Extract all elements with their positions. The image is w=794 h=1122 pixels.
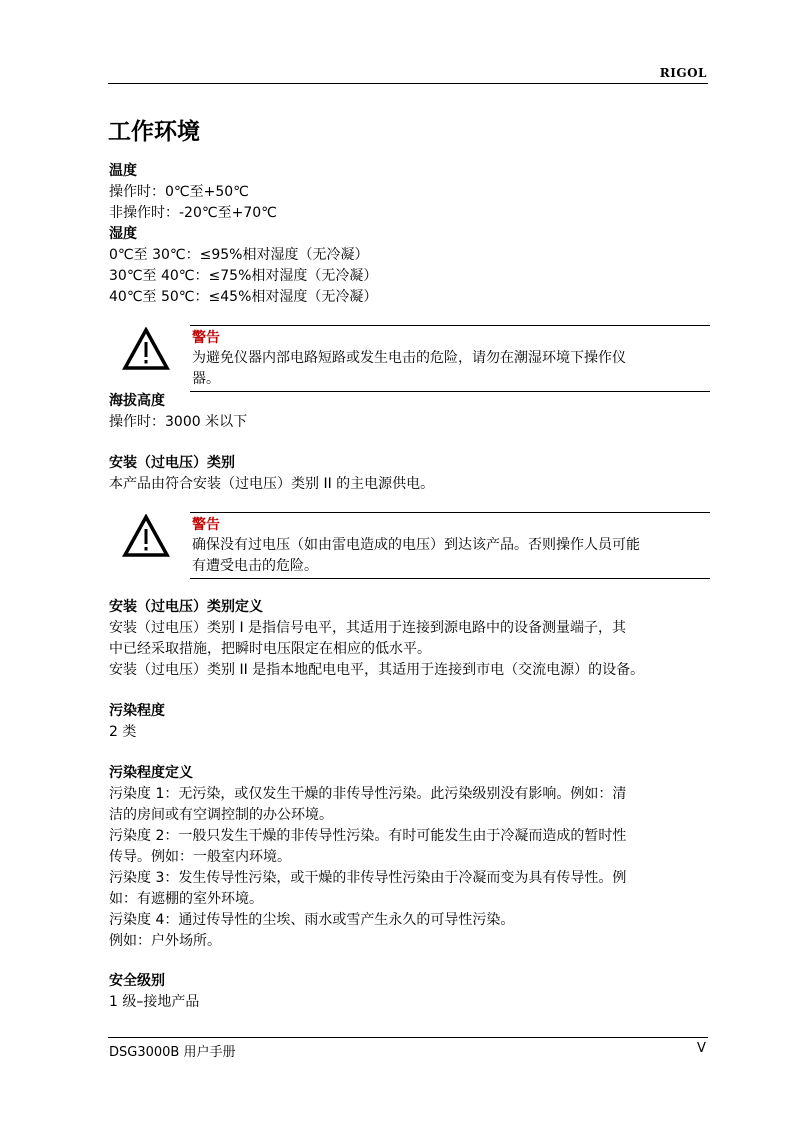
safety-heading: 安全级别 [109,973,165,989]
temperature-line: 非操作时：-20℃至+70℃ [109,205,277,221]
warning-triangle-icon [122,327,170,371]
safety-section [109,971,709,1013]
installation-heading: 安装（过电压）类别 [109,455,235,471]
installation-line: 本产品由符合安装（过电压）类别 II 的主电源供电。 [109,476,435,492]
pollution-line: 2 类 [109,724,137,740]
brand-logo: RIGOL [659,66,707,80]
installation-def-section [109,597,709,681]
temperature-line: 操作时：0℃至+50℃ [109,184,249,200]
humidity-heading: 湿度 [109,226,137,242]
pollution-def-line: 污染度 3：发生传导性污染，或干燥的非传导性污染由于冷凝而变为具有传导性。例 [109,870,627,886]
pollution-def-line: 污染度 2：一般只发生干燥的非传导性污染。有时可能发生由于冷凝而造成的暂时性 [109,828,627,844]
pollution-def-section [109,763,709,952]
pollution-heading: 污染程度 [109,703,165,719]
pollution-def-line: 如：有遮棚的室外环境。 [109,891,263,907]
humidity-line: 0℃至 30℃：≤95%相对湿度（无冷凝） [109,247,369,263]
humidity-line: 30℃至 40℃：≤75%相对湿度（无冷凝） [109,268,378,284]
header-rule [108,83,708,84]
page-title: 工作环境 [108,119,200,145]
warning-triangle-icon [122,514,170,558]
warning-text: 器。 [192,371,220,387]
footer-doc-title: DSG3000B 用户手册 [109,1045,236,1060]
warning-title: 警告 [192,330,220,346]
installation-def-heading: 安装（过电压）类别定义 [109,599,263,615]
pollution-def-line: 洁的房间或有空调控制的办公环境。 [109,807,333,823]
pollution-def-heading: 污染程度定义 [109,765,193,781]
altitude-line: 操作时：3000 米以下 [109,414,248,430]
altitude-heading: 海拔高度 [109,393,165,409]
installation-def-line: 中已经采取措施，把瞬时电压限定在相应的低水平。 [109,641,431,657]
installation-def-line: 安装（过电压）类别 I 是指信号电平，其适用于连接到源电路中的设备测量端子，其 [109,620,627,636]
warning-box [109,512,709,576]
page-number: V [697,1041,706,1056]
installation-def-line: 安装（过电压）类别 II 是指本地配电电平，其适用于连接到市电（交流电源）的设备。 [109,662,645,678]
pollution-def-line: 污染度 4：通过传导性的尘埃、雨水或雪产生永久的可导性污染。 [109,912,515,928]
warning-title: 警告 [192,517,220,533]
footer-rule [108,1037,708,1038]
warning-text: 确保没有过电压（如由雷电造成的电压）到达该产品。否则操作人员可能 [192,537,640,553]
safety-line: 1 级–接地产品 [109,994,200,1010]
temperature-heading: 温度 [109,163,137,179]
warning-text: 为避免仪器内部电路短路或发生电击的危险，请勿在潮湿环境下操作仪 [192,350,626,366]
altitude-section [109,391,709,433]
warning-box [109,325,709,389]
warning-body [190,512,710,579]
pollution-def-line: 传导。例如：一般室内环境。 [109,849,291,865]
pollution-def-line: 例如：户外场所。 [109,933,221,949]
humidity-line: 40℃至 50℃：≤45%相对湿度（无冷凝） [109,289,378,305]
pollution-section [109,701,709,743]
pollution-def-line: 污染度 1：无污染，或仅发生干燥的非传导性污染。此污染级别没有影响。例如：清 [109,786,627,802]
warning-text: 有遭受电击的危险。 [192,558,318,574]
warning-body [190,325,710,392]
temperature-section [109,161,709,308]
installation-section [109,453,709,495]
